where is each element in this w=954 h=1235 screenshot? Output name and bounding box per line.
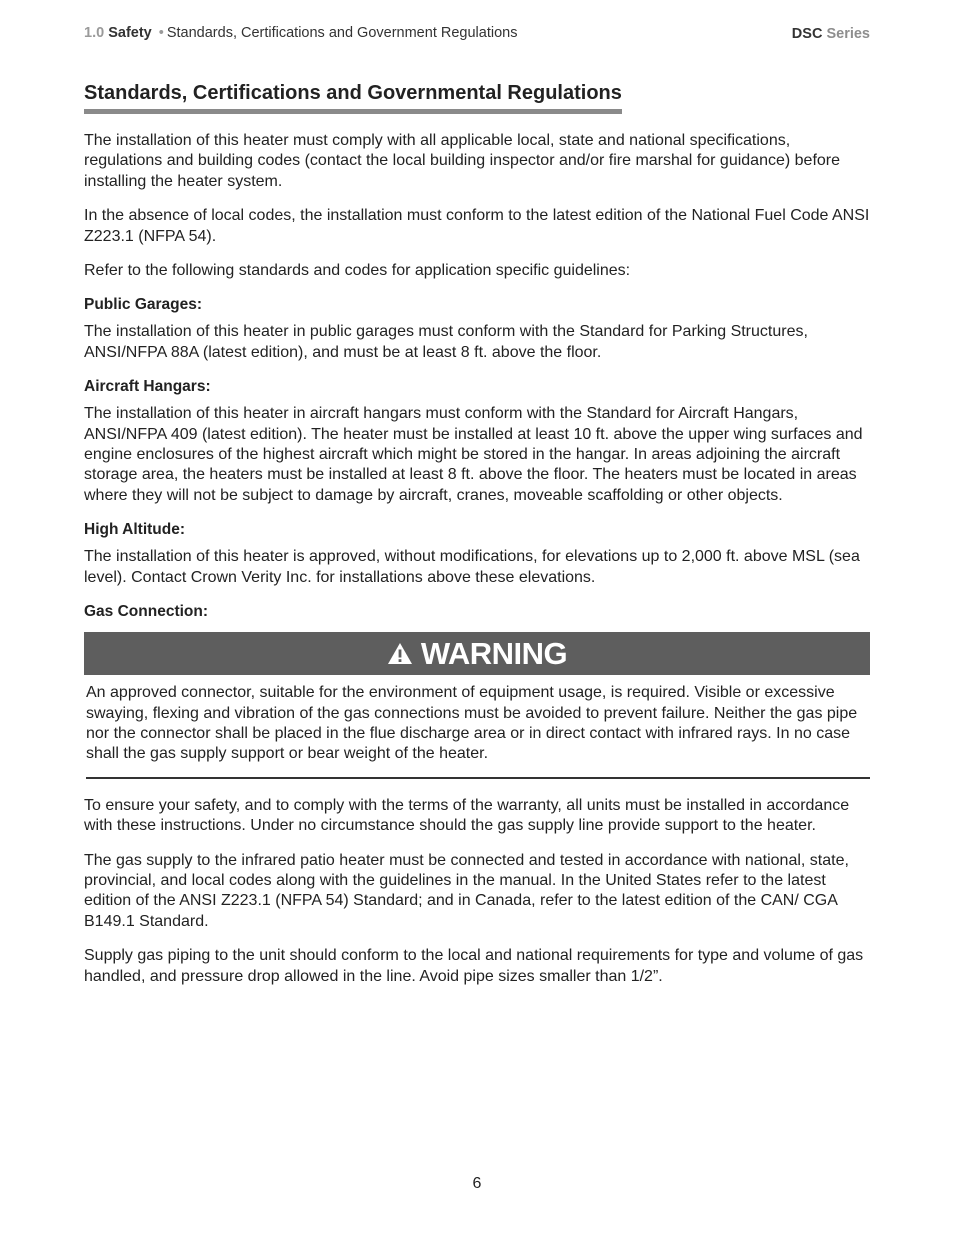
page-title: Standards, Certifications and Governmental Regulations [84, 80, 622, 114]
warning-label: WARNING [420, 635, 568, 671]
public-garages-text: The installation of this heater in public garages must conform with the Standard for Parking Structures, ANSI/NFPA 88A (latest edition), and must be at least 8 ft. above the floor. [84, 323, 808, 361]
aircraft-hangars-heading: Aircraft Hangars: [84, 378, 211, 396]
intro-paragraph-3: Refer to the following standards and codes for application specific guidelines: [84, 262, 631, 280]
closing-paragraph-3: Supply gas piping to the unit should conform to the local and national requirements for type and volume of gas handled, and pressure drop allowed in the line. Avoid pipe sizes smaller than 1/2”. [84, 947, 864, 985]
closing-paragraph-2: The gas supply to the infrared patio heater must be connected and tested in accordance with national, state, provincial, and local codes along with the guidelines in the manual. In the United States refer to the latest edition of the ANSI Z223.1 (NFPA 54) Standard; and in Canada, refer to the latest edition of the CAN/ CGA B149.1 Standard. [84, 851, 849, 930]
series-model: DSC [791, 26, 823, 42]
warning-banner [84, 632, 870, 675]
series-label [792, 25, 870, 43]
warning-text: An approved connector, suitable for the environment of equipment usage, is required. Visible or excessive swaying, flexing and vibration of the gas connections must be avoided to prevent failure. Neither the gas pipe nor the connector shall be placed in the flue discharge area or in direct contact with infrared rays. In no case shall the gas supply support or bear weight of the heater. [86, 683, 870, 779]
gas-connection-heading: Gas Connection: [84, 603, 209, 621]
page-header [84, 24, 870, 44]
public-garages-heading: Public Garages: [84, 296, 203, 314]
gas-connection-instructions [84, 796, 870, 987]
high-altitude-text: The installation of this heater is approved, without modifications, for elevations up to 2,000 ft. above MSL (sea level). Contact Crown Verity Inc. for installations above these elevations. [84, 548, 860, 586]
closing-paragraph-1: To ensure your safety, and to comply with the terms of the warranty, all units must be installed in accordance with these instructions. Under no circumstance should the gas supply line provide support to the heater. [84, 796, 850, 835]
intro-paragraph-2: In the absence of local codes, the installation must conform to the latest edition of the National Fuel Code ANSI Z223.1 (NFPA 54). [84, 207, 870, 245]
page-content [84, 80, 870, 1001]
series-word: Series [826, 26, 870, 42]
breadcrumb [84, 24, 517, 42]
warning-triangle-icon [387, 642, 413, 665]
page-number: 6 [472, 1175, 482, 1192]
aircraft-hangars-text: The installation of this heater in aircraft hangars must conform with the Standard for Aircraft Hangars, ANSI/NFPA 409 (latest edition). The heater must be installed at least 10 ft. above the upper wing surfaces and engine enclosures of the highest aircraft which might be stored in the hangar. In areas adjoining the aircraft storage area, the heaters must be installed at least 8 ft. above the floor. The heaters must be located in areas where they will not be subject to damage by aircraft, cranes, moveable scaffolding or other objects. [84, 405, 863, 504]
intro-paragraph-1: The installation of this heater must comply with all applicable local, state and national specifications, regulations and building codes (contact the local building inspector and/or fire marshal for guidance) before installing the heater system. [84, 132, 841, 190]
breadcrumb-separator: • [158, 25, 164, 41]
high-altitude-heading: High Altitude: [84, 521, 186, 539]
breadcrumb-topic: Standards, Certifications and Government Regulations [166, 25, 518, 41]
breadcrumb-section-number: 1.0 [84, 25, 105, 41]
breadcrumb-section: Safety [108, 25, 152, 41]
